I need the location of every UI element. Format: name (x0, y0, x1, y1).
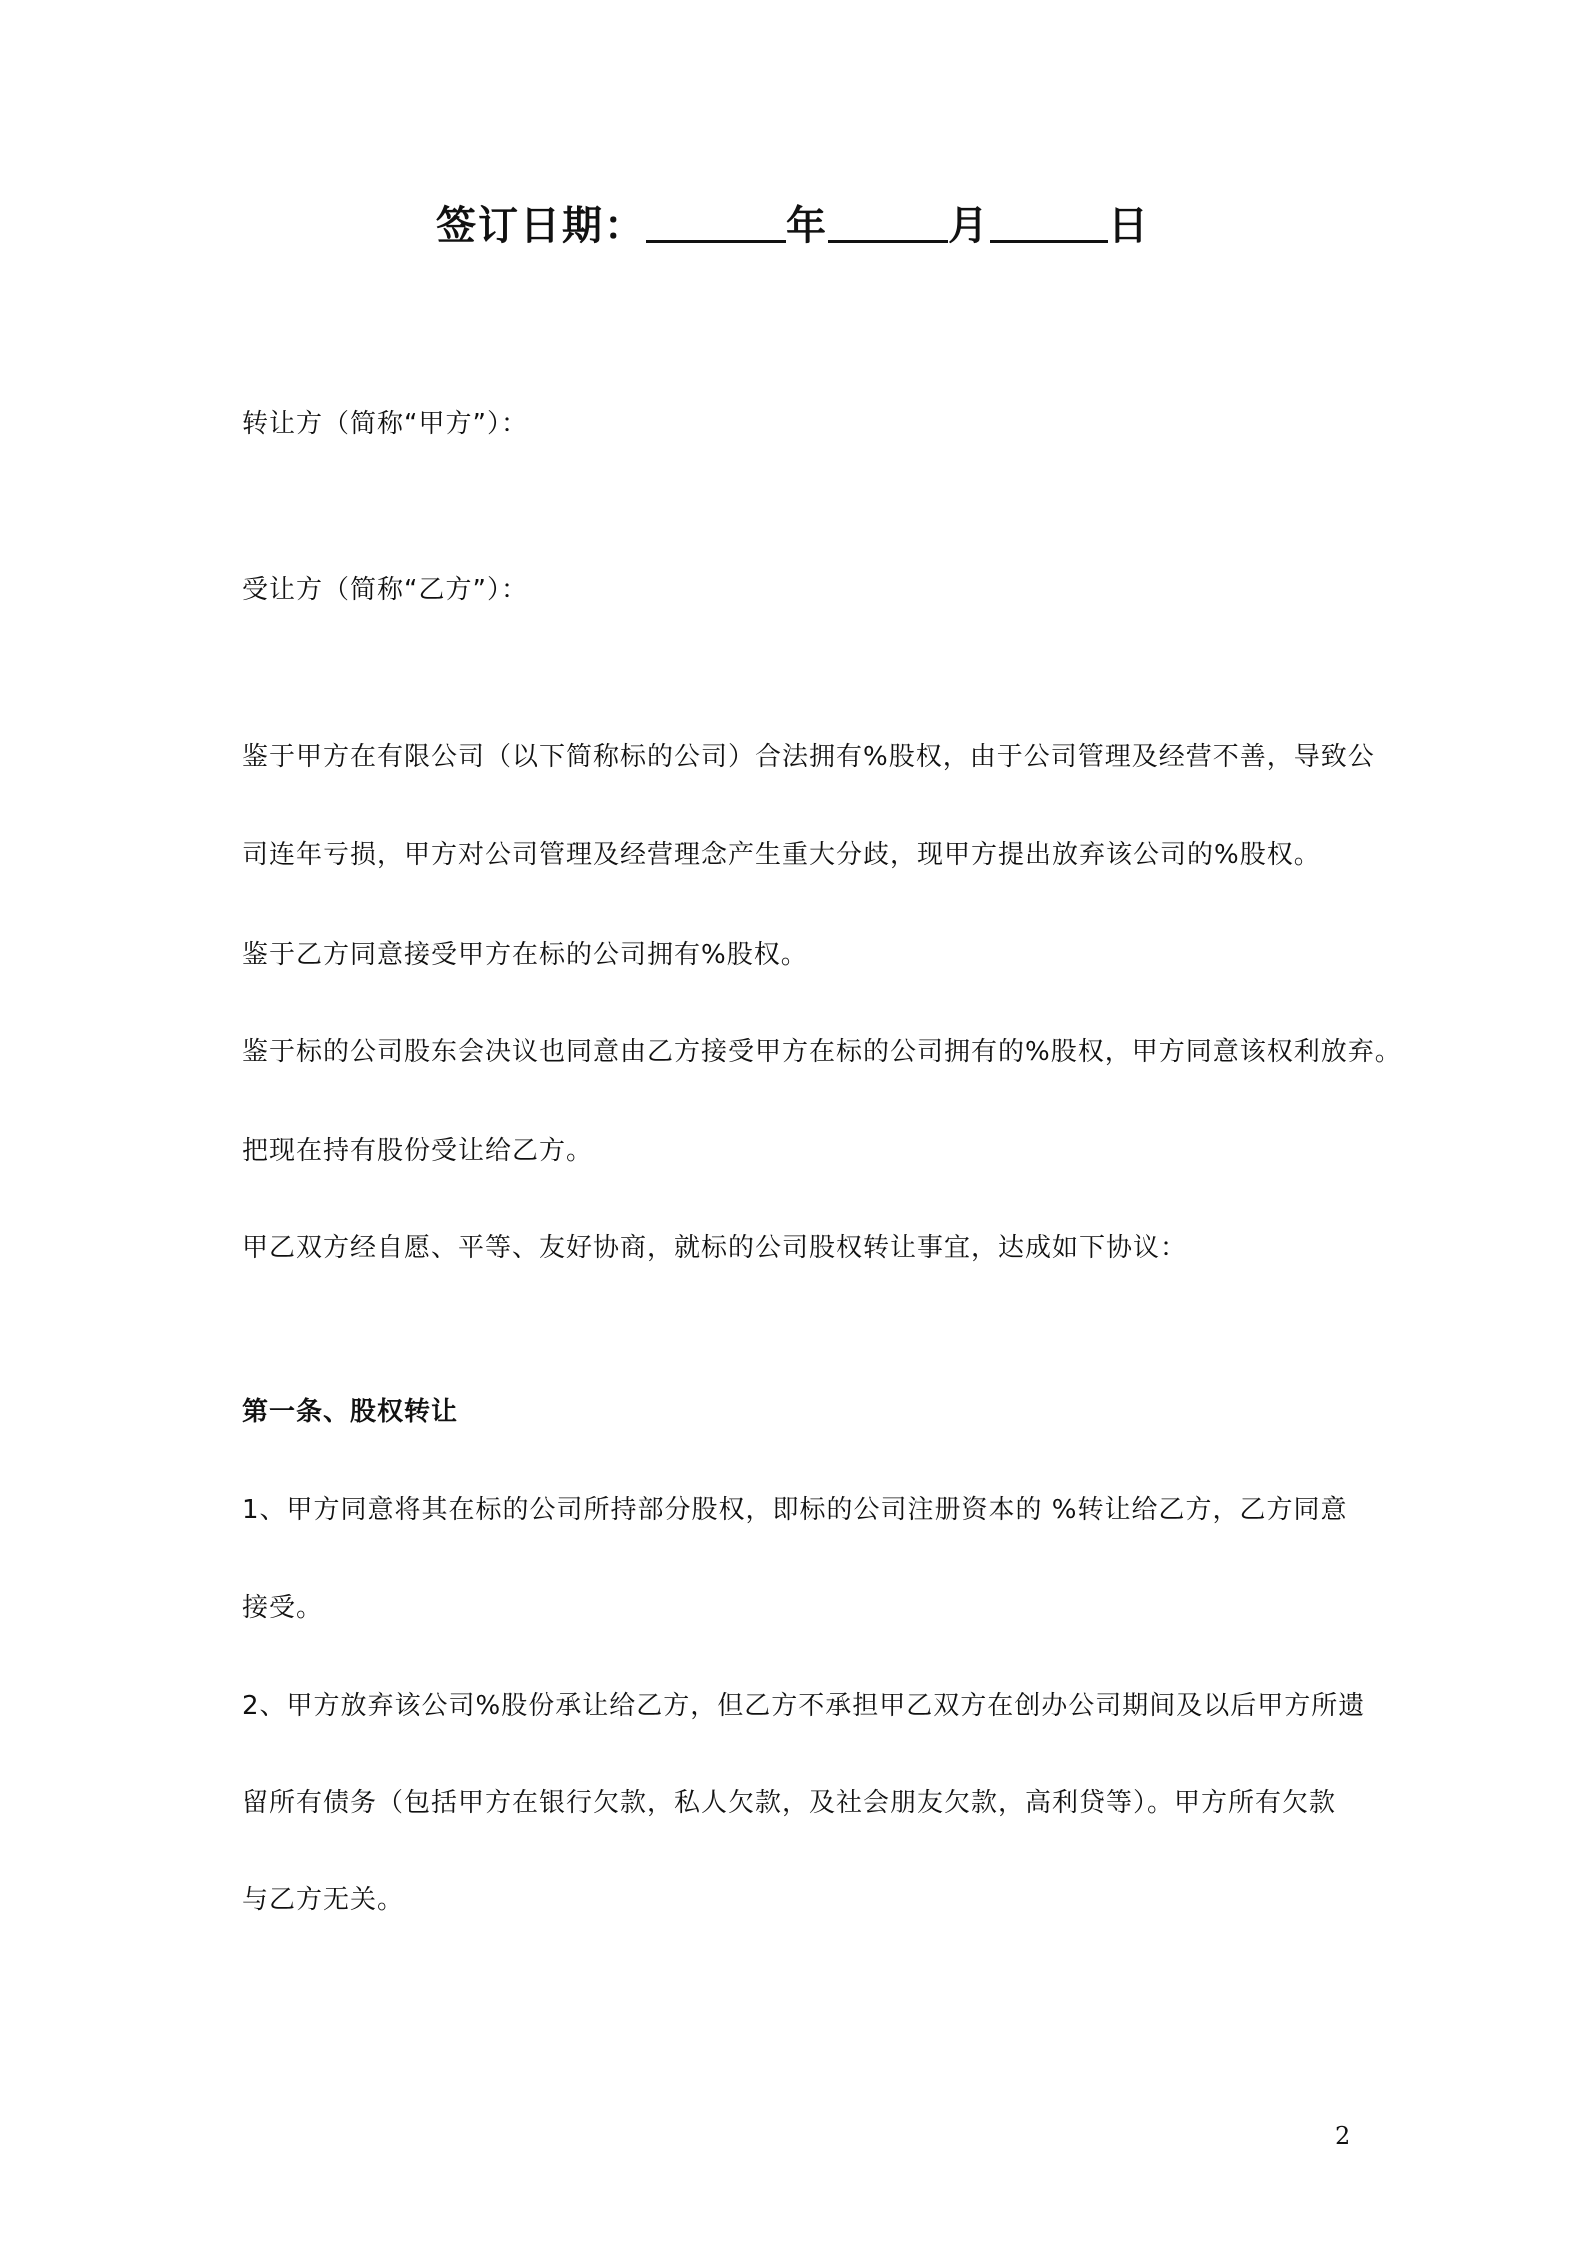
article-1-line: 与乙方无关。 (242, 1885, 405, 1915)
article-1-line: 留所有债务（包括甲方在银行欠款，私人欠款，及社会朋友欠款，高利贷等）。甲方所有欠款 (242, 1788, 1337, 1818)
recital-line: 司连年亏损，甲方对公司管理及经营理念产生重大分歧，现甲方提出放弃该公司的%股权。 (242, 840, 1321, 870)
month-blank (828, 196, 948, 243)
article-1-line: 2、甲方放弃该公司%股份承让给乙方，但乙方不承担甲乙双方在创办公司期间及以后甲方所遗 (242, 1691, 1366, 1721)
signing-date-title (0, 196, 1586, 256)
day-blank (990, 196, 1108, 243)
year-blank (646, 196, 786, 243)
recital-line: 鉴于乙方同意接受甲方在标的公司拥有%股权。 (242, 940, 808, 970)
recital-line: 鉴于标的公司股东会决议也同意由乙方接受甲方在标的公司拥有的%股权，甲方同意该权利放弃。 (242, 1037, 1402, 1067)
transferee-line: 受让方（简称“乙方”）： (242, 575, 528, 605)
year-label: 年 (786, 203, 828, 249)
article-1-line: 接受。 (242, 1593, 324, 1623)
page-number: 2 (1335, 2122, 1351, 2150)
month-label: 月 (948, 203, 990, 249)
signing-date-label: 签订日期： (436, 203, 646, 249)
transferor-line: 转让方（简称“甲方”）： (242, 409, 528, 439)
recital-line: 把现在持有股份受让给乙方。 (242, 1136, 594, 1166)
day-label: 日 (1108, 203, 1150, 249)
article-1-heading: 第一条、股权转让 (242, 1397, 459, 1427)
recital-line: 鉴于甲方在有限公司（以下简称标的公司）合法拥有%股权，由于公司管理及经营不善，导致公 (242, 742, 1375, 772)
article-1-line: 1、甲方同意将其在标的公司所持部分股权，即标的公司注册资本的 %转让给乙方，乙方同意 (242, 1495, 1348, 1525)
recital-line: 甲乙双方经自愿、平等、友好协商，就标的公司股权转让事宜，达成如下协议： (242, 1233, 1188, 1263)
